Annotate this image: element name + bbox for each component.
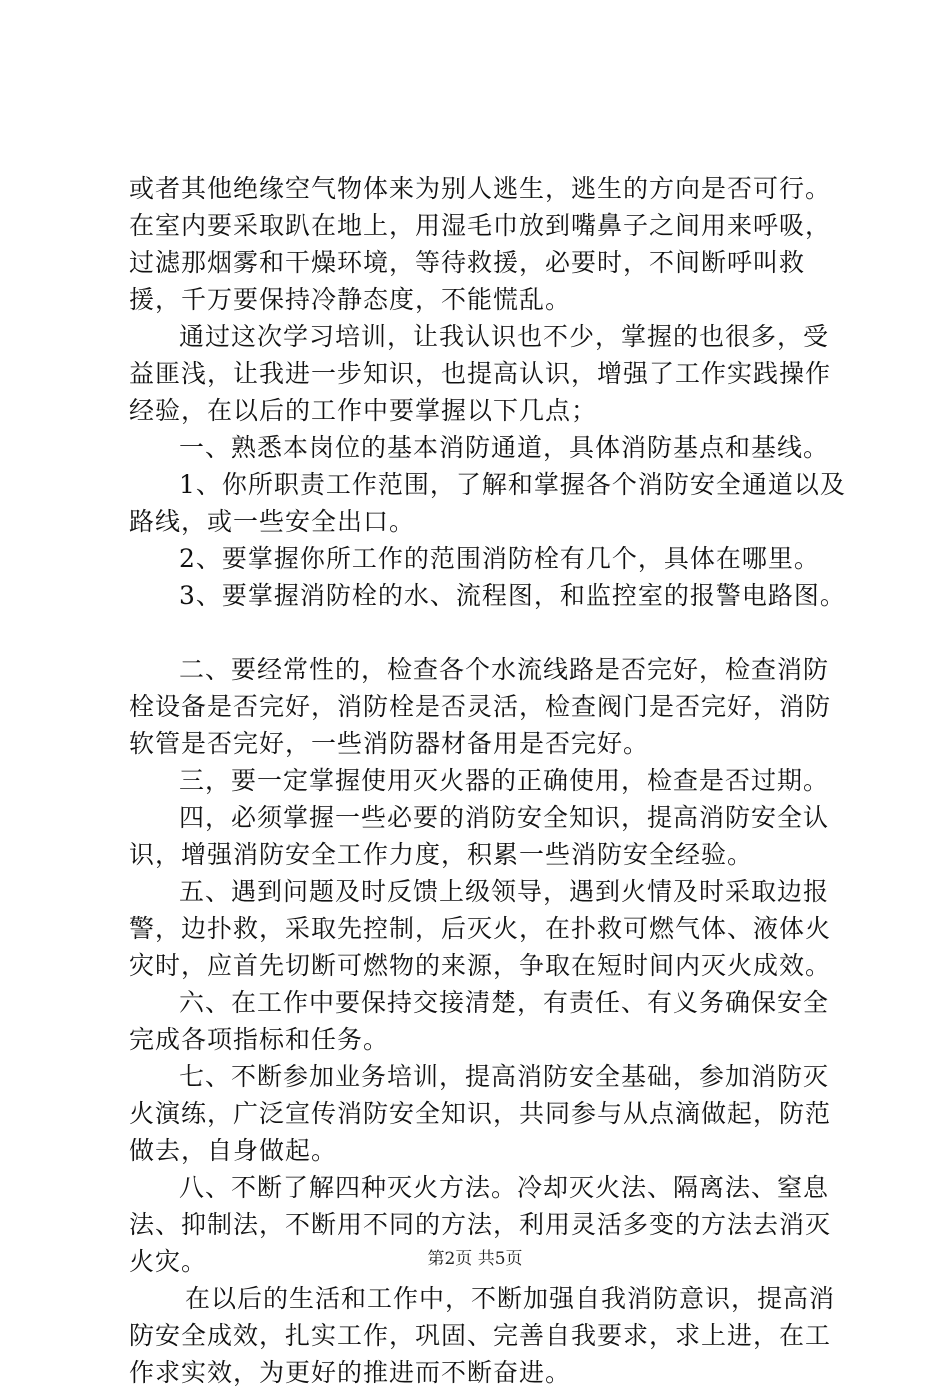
paragraph-4: 1、你所职责工作范围，了解和掌握各个消防安全通道以及路线，或一些安全出口。 [129,470,846,536]
page-number-footer: 第2页 共5页 [427,1249,523,1269]
paragraph-6: 3、要掌握消防栓的水、流程图，和监控室的报警电路图。 [179,581,846,610]
paragraph-11: 六、在工作中要保持交接清楚，有责任、有义务确保安全完成各项指标和任务。 [129,988,830,1054]
paragraph-1: 或者其他绝缘空气物体来为别人逃生，逃生的方向是否可行。在室内要采取趴在地上，用湿毛巾放到嘴鼻子之间用来呼吸，过滤那烟雾和干燥环境，等待救援，必要时，不间断呼叫救援，千万要保持冷静态度，不能慌乱。 [129,174,832,314]
paragraph-10: 五、遇到问题及时反馈上级领导，遇到火情及时采取边报警，边扑救，采取先控制，后灭火，在扑救可燃气体、液体火灾时，应首先切断可燃物的来源，争取在短时间内灭火成效。 [129,877,832,980]
blank-line [129,614,849,651]
paragraph-2: 通过这次学习培训，让我认识也不少，掌握的也很多，受益匪浅，让我进一步知识，也提高认识，增强了工作实践操作经验，在以后的工作中要掌握以下几点； [129,322,832,425]
paragraph-13: 八、不断了解四种灭火方法。冷却灭火法、隔离法、窒息法、抑制法，不断用不同的方法，利用灵活多变的方法去消灭火灾。 [129,1173,832,1276]
paragraph-3: 一、熟悉本岗位的基本消防通道，具体消防基点和基线。 [179,433,830,462]
paragraph-12: 七、不断参加业务培训，提高消防安全基础，参加消防灭火演练，广泛宣传消防安全知识，共同参与从点滴做起，防范做去，自身做起。 [129,1062,832,1165]
document-body [129,170,849,1391]
paragraph-14: 在以后的生活和工作中，不断加强自我消防意识，提高消防安全成效，扎实工作，巩固、完善自我要求，求上进，在工作求实效，为更好的推进而不断奋进。 [129,1284,836,1387]
paragraph-8: 三，要一定掌握使用灭火器的正确使用，检查是否过期。 [179,766,830,795]
paragraph-9: 四，必须掌握一些必要的消防安全知识，提高消防安全认识，增强消防安全工作力度，积累一些消防安全经验。 [129,803,830,869]
paragraph-7: 二、要经常性的，检查各个水流线路是否完好，检查消防栓设备是否完好，消防栓是否灵活，检查阀门是否完好，消防软管是否完好，一些消防器材备用是否完好。 [129,655,832,758]
paragraph-5: 2、要掌握你所工作的范围消防栓有几个，具体在哪里。 [179,544,820,573]
